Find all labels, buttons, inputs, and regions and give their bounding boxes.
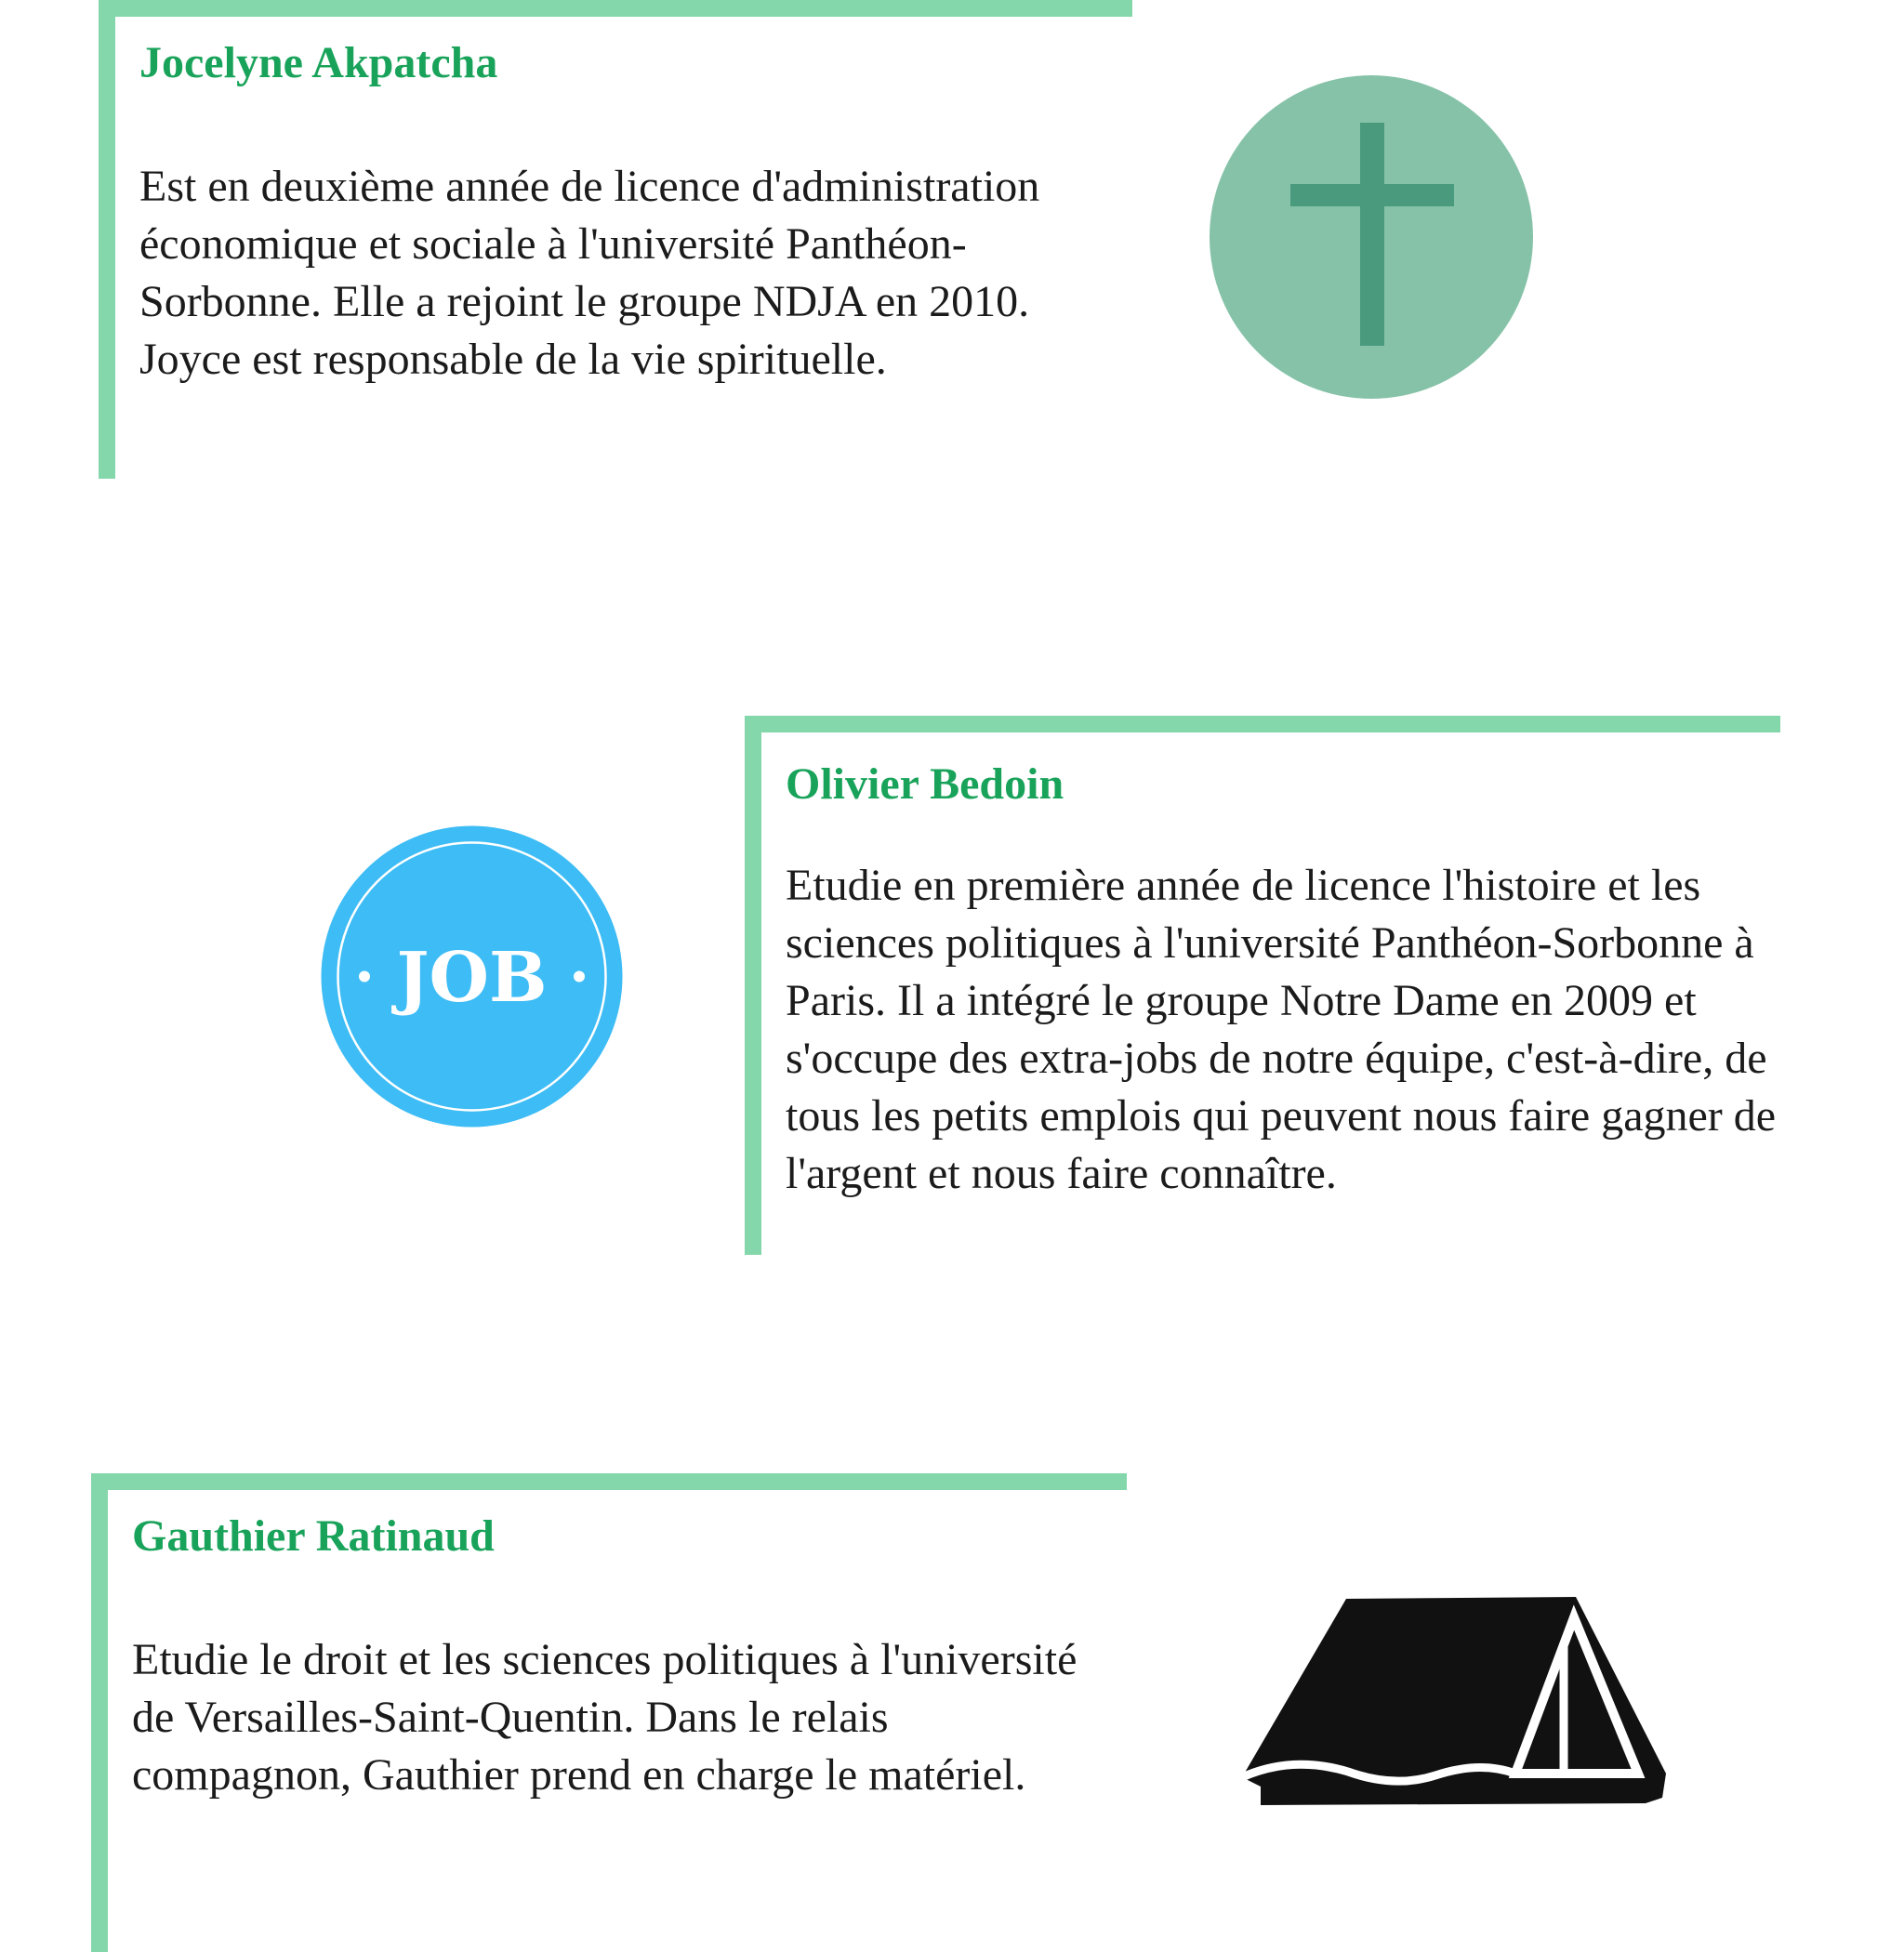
member-name: Gauthier Ratinaud [132,1511,495,1561]
member-bio: Est en deuxième année de licence d'administration économique et sociale à l'université Panthéon-Sorbonne. Elle a rejoint le groupe NDJA en 2010. Joyce est responsable de la vie spirituelle. [139,162,1040,384]
job-badge-label: JOB [396,938,548,1018]
cross-icon [1209,74,1534,400]
member-name: Jocelyne Akpatcha [139,38,498,87]
tent-icon [1236,1591,1673,1814]
member-bio: Etudie le droit et les sciences politiques à l'université de Versailles-Saint-Quentin. Dans le relais compagnon, Gauthier prend en charge le matériel. [132,1635,1078,1800]
member-card-olivier [745,716,1780,1255]
member-card-jocelyne [99,0,1132,479]
member-name: Olivier Bedoin [786,759,1064,809]
member-bio: Etudie en première année de licence l'histoire et les sciences politiques à l'université Panthéon-Sorbonne à Paris. Il a intégré le groupe Notre Dame en 2009 et s'occupe des extra-jobs de notre équipe, c'est-à-dire, de tous les petits emplois qui peuvent nous faire gagner de l'argent et nous faire connaître. [786,861,1777,1198]
member-card-gauthier [91,1473,1127,1952]
job-badge-icon [321,825,623,1128]
